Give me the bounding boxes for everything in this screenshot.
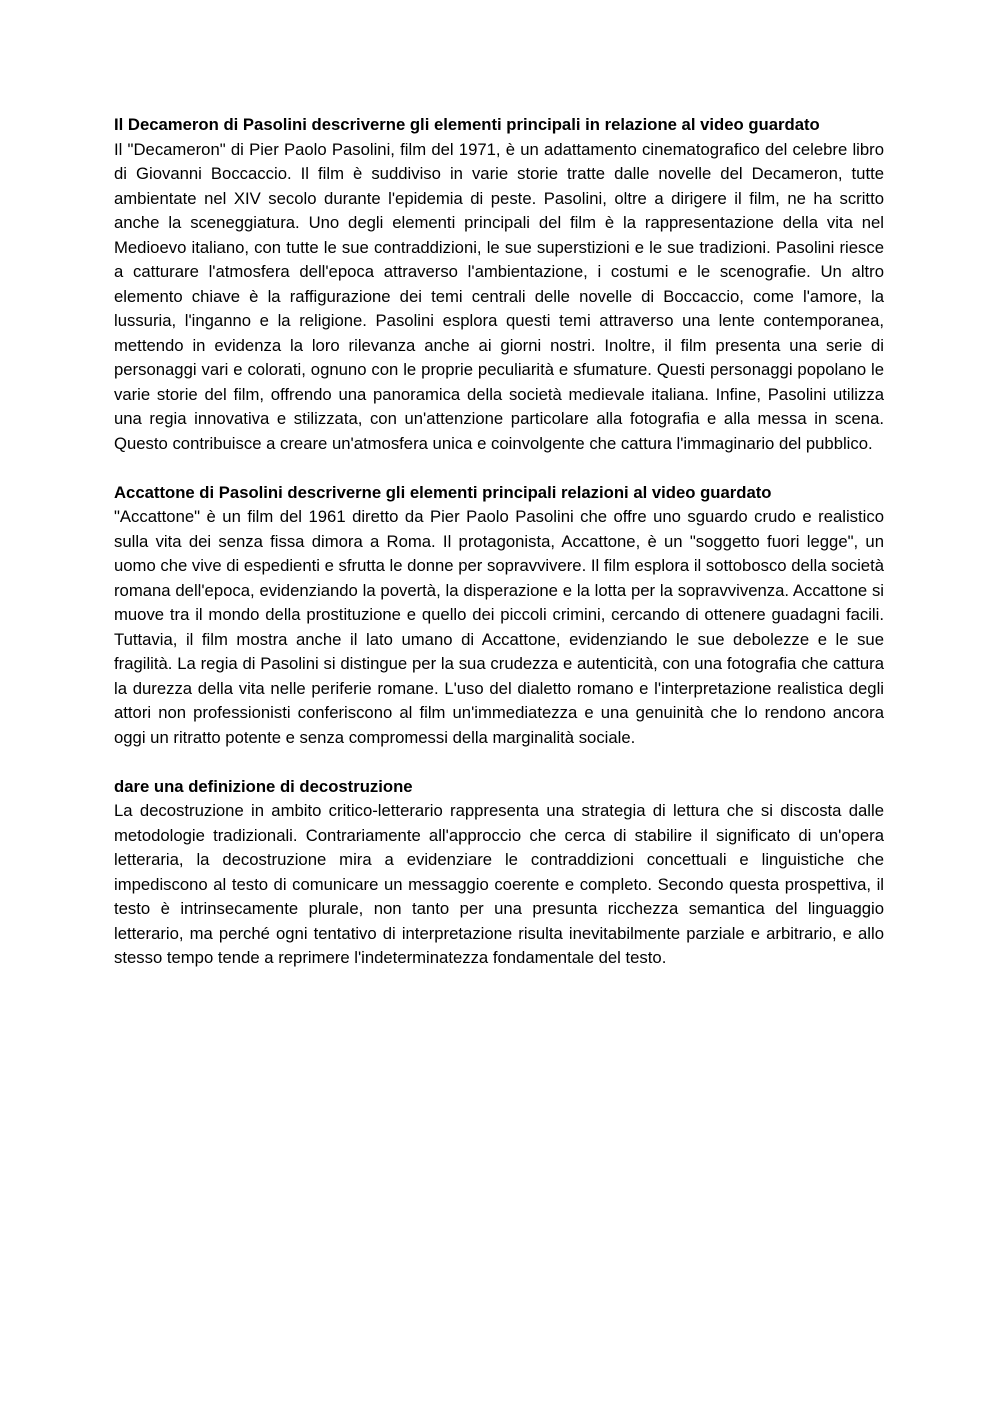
section-heading: dare una definizione di decostruzione (114, 776, 413, 796)
document-page (114, 113, 884, 995)
section-body: Il "Decameron" di Pier Paolo Pasolini, film del 1971, è un adattamento cinematografico del celebre libro di Giovanni Boccaccio. Il film è suddiviso in varie storie tratte dalle novelle del Decameron, tutte ambientate nel XIV secolo durante l'epidemia di peste. Pasolini, oltre a dirigere il film, ne ha scritto anche la sceneggiatura. Uno degli elementi principali del film è la rappresentazione della vita nel Medioevo italiano, con tutte le sue contraddizioni, le sue superstizioni e le sue tradizioni. Pasolini riesce a catturare l'atmosfera dell'epoca attraverso l'ambientazione, i costumi e le scenografie. Un altro elemento chiave è la raffigurazione dei temi centrali delle novelle di Boccaccio, come l'amore, la lussuria, l'inganno e la religione. Pasolini esplora questi temi attraverso una lente contemporanea, mettendo in evidenza la loro rilevanza anche ai giorni nostri. Inoltre, il film presenta una serie di personaggi vari e colorati, ognuno con le proprie peculiarità e sfumature. Questi personaggi popolano le varie storie del film, offrendo una panoramica della società medievale italiana. Infine, Pasolini utilizza una regia innovativa e stilizzata, con un'attenzione particolare alla fotografia e alla messa in scena. Questo contribuisce a creare un'atmosfera unica e coinvolgente che cattura l'immaginario del pubblico. (114, 139, 884, 453)
section-body: La decostruzione in ambito critico-letterario rappresenta una strategia di lettura che si discosta dalle metodologie tradizionali. Contrariamente all'approccio che cerca di stabilire il significato di un'opera letteraria, la decostruzione mira a evidenziare le contraddizioni concettuali e linguistiche che impediscono al testo di comunicare un messaggio coerente e completo. Secondo questa prospettiva, il testo è intrinsecamente plurale, non tanto per una presunta ricchezza semantica del linguaggio letterario, ma perché ogni tentativo di interpretazione risulta inevitabilmente parziale e arbitrario, e allo stesso tempo tende a reprimere l'indeterminatezza fondamentale del testo. (114, 801, 884, 967)
section-heading: Il Decameron di Pasolini descriverne gli elementi principali in relazione al video guardato (114, 115, 820, 134)
section-decostruzione (114, 775, 884, 971)
section-body: "Accattone" è un film del 1961 diretto da Pier Paolo Pasolini che offre uno sguardo crudo e realistico sulla vita dei senza fissa dimora a Roma. Il protagonista, Accattone, è un "soggetto fuori legge", un uomo che vive di espedienti e sfrutta le donne per sopravvivere. Il film esplora il sottobosco della società romana dell'epoca, evidenziando la povertà, la disperazione e la lotta per la sopravvivenza. Accattone si muove tra il mondo della prostituzione e quello dei piccoli crimini, cercando di ottenere guadagni facili. Tuttavia, il film mostra anche il lato umano di Accattone, evidenziando le sue debolezze e le sue fragilità. La regia di Pasolini si distingue per la sua crudezza e autenticità, con una fotografia che cattura la durezza della vita nelle periferie romane. L'uso del dialetto romano e l'interpretazione realistica degli attori non professionisti conferiscono al film un'immediatezza e una genuinità che lo rendono ancora oggi un ritratto potente e senza compromessi della marginalità sociale. (114, 507, 884, 747)
section-decameron (114, 113, 884, 456)
section-heading: Accattone di Pasolini descriverne gli elementi principali relazioni al video guardato (114, 482, 772, 502)
section-accattone (114, 481, 884, 751)
